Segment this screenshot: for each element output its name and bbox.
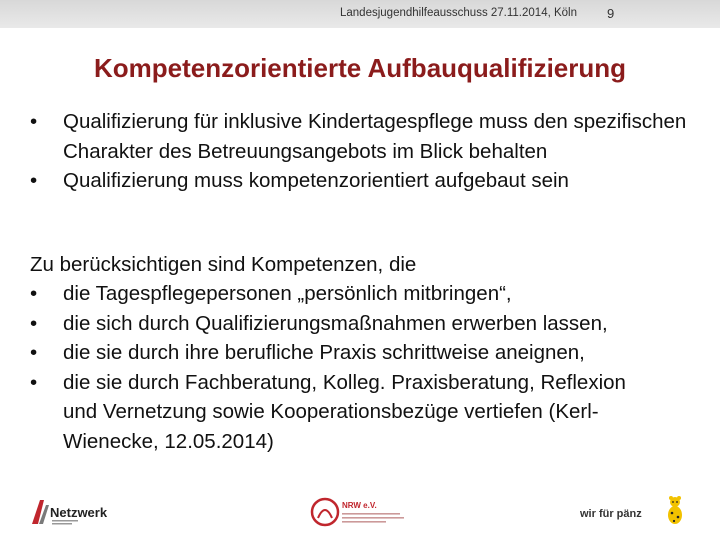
page-number: 9 (607, 6, 615, 21)
nrw-logo-text: NRW e.V. (342, 501, 377, 510)
list-item (30, 338, 690, 368)
teddy-bear-icon (668, 496, 682, 524)
list-item (30, 368, 663, 457)
competence-intro: Zu berücksichtigen sind Kompetenzen, die (30, 253, 417, 276)
list-item-text: Qualifizierung für inklusive Kindertagespflege muss den spezifischen Charakter des Betreuungsangebots im Blick behalten (63, 110, 687, 163)
netzwerk-logo-text: Netzwerk (50, 505, 108, 520)
header-event-text: Landesjugendhilfeausschuss 27.11.2014, Köln (340, 7, 577, 19)
list-item (30, 166, 690, 196)
list-item-text: die sie durch Fachberatung, Kolleg. Praxisberatung, Reflexion und Vernetzung sowie Kooperationsbezüge vertiefen (Kerl-Wienecke, 12.05.2014) (63, 370, 626, 453)
nrw-logo (310, 496, 435, 528)
bullet-icon: • (30, 110, 38, 133)
list-item (30, 279, 690, 309)
bullet-icon: • (30, 282, 38, 305)
bullet-icon: • (30, 370, 38, 394)
bullet-icon: • (30, 311, 38, 335)
wir-fuer-paenz-text: wir für pänz (580, 508, 642, 520)
nrw-circle-icon (312, 499, 338, 525)
netzwerk-logo (30, 497, 140, 527)
list-item-text: die sie durch ihre berufliche Praxis schrittweise aneignen, (63, 341, 585, 364)
list-item (30, 107, 690, 166)
list-item-text: die Tagespflegepersonen „persönlich mitbringen“, (63, 282, 512, 305)
competence-bullet-list (30, 279, 690, 456)
top-bullet-list (30, 107, 690, 196)
list-item-text: die sich durch Qualifizierungsmaßnahmen erwerben lassen, (63, 311, 608, 335)
slide-title: Kompetenzorientierte Aufbauqualifizierung (93, 53, 627, 83)
bullet-icon: • (30, 341, 38, 364)
bullet-icon: • (30, 169, 38, 192)
list-item-text: Qualifizierung muss kompetenzorientiert aufgebaut sein (63, 169, 569, 192)
list-item (30, 309, 663, 339)
wir-fuer-paenz-logo (578, 493, 690, 529)
